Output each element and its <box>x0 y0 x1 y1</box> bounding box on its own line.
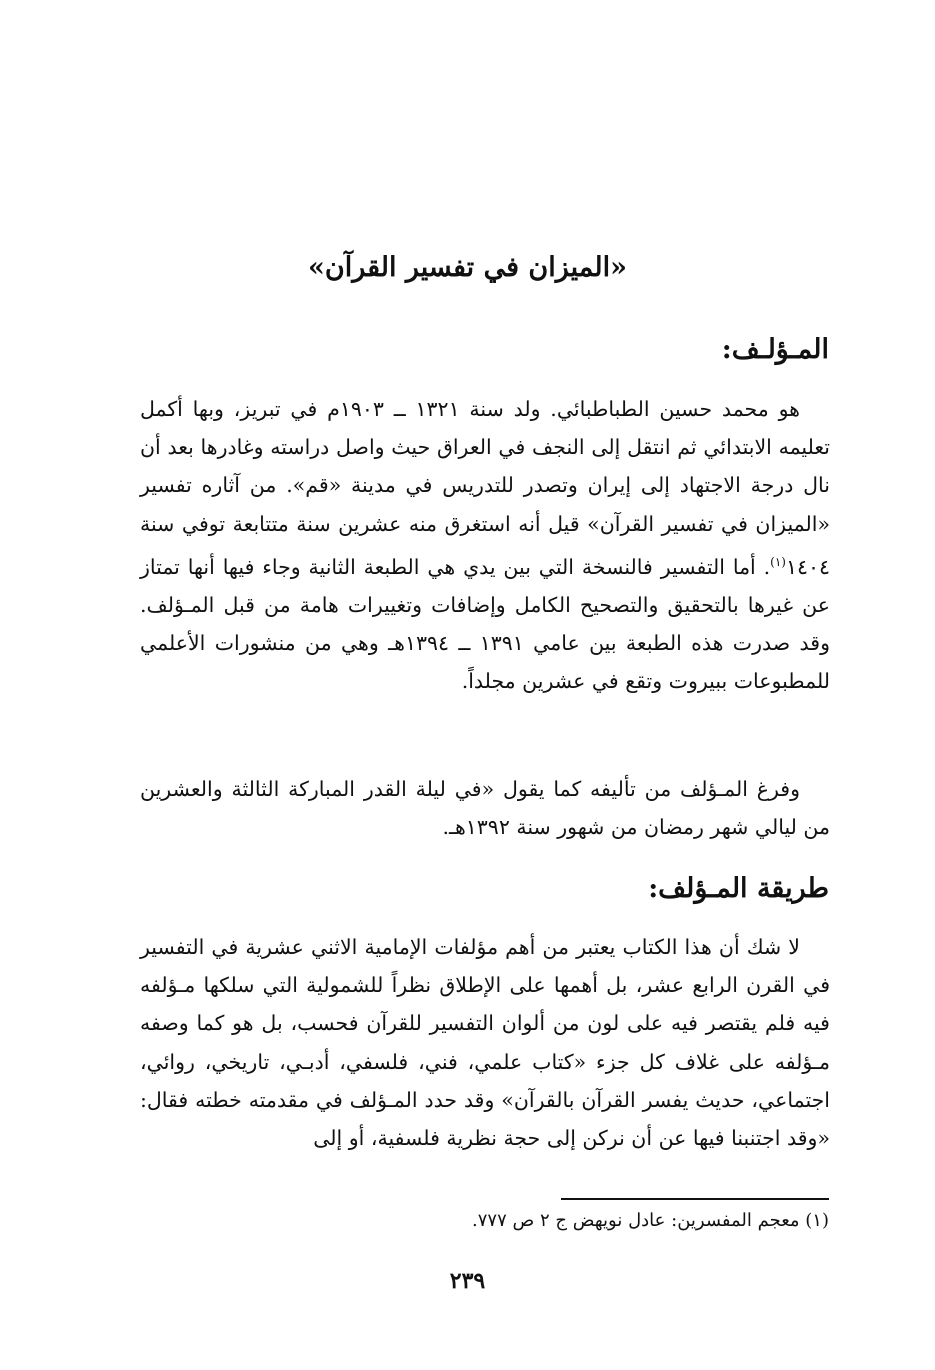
completion-paragraph-text: وفرغ المـؤلف من تأليفه كما يقول «في ليلة القدر المباركة الثالثة والعشرين من ليالي شهر رمضان من شهور سنة ١٣٩٢هـ. <box>140 777 830 840</box>
author-paragraph-text-cont: . أما التفسير فالنسخة التي بين يدي هي الطبعة الثانية وجاء فيها أنها تمتاز عن غيرها بالتحقيق والتصحيح الكامل وإضافات وتغييرات هامة من قبل المـؤلف. وقد صدرت هذه الطبعة بين عامي ١٣٩١ ــ ١٣٩٤هـ وهي من منشورات الأعلمي للمطبوعات ببيروت وتقع في عشرين مجلداً. <box>140 554 830 694</box>
page-number: ٢٣٩ <box>449 1268 486 1294</box>
section-heading-author: المـؤلـف: <box>721 334 829 365</box>
author-paragraph-text: هو محمد حسين الطباطبائي. ولد سنة ١٣٢١ ــ ١٩٠٣م في تبريز، وبها أكمل تعليمه الابتدائي ثم انتقل إلى النجف في العراق حيث واصل دراسته وغادرها بعد أن نال درجة الاجتهاد إلى إيران وتصدر للتدريس في مدينة «قم». من آثاره تفسير «الميزان في تفسير القرآن» قيل أنه استغرق منه عشرين سنة متتابعة توفي سنة ١٤٠٤ <box>140 397 830 579</box>
completion-paragraph <box>140 770 830 846</box>
section-heading-method: طريقة المـؤلف: <box>648 873 829 904</box>
footnote: (١) معجم المفسرين: عادل نويهض ج ٢ ص ٧٧٧. <box>472 1210 829 1231</box>
method-paragraph-text: لا شك أن هذا الكتاب يعتبر من أهم مؤلفات الإمامية الاثني عشرية في التفسير في القرن الرابع عشر، بل أهمها على الإطلاق نظراً للشمولية التي سلكها مـؤلفه فيه فلم يقتصر فيه على لون من ألوان التفسير للقرآن فحسب، بل هو كما وصفه مـؤلفه على غلاف كل جزء «كتاب علمي، فني، فلسفي، أدبـي، تاريخي، روائي، اجتماعي، حديث يفسر القرآن بالقرآن» وقد حدد المـؤلف في مقدمته خطته فقال: «وقد اجتنبنا فيها عن أن نركن إلى حجة نظرية فلسفية، أو إلى <box>140 935 830 1151</box>
footnote-marker: (١) <box>770 554 786 569</box>
page-title: «الميزان في تفسير القرآن» <box>308 252 627 283</box>
footnote-divider <box>561 1198 829 1200</box>
method-paragraph <box>140 928 830 1157</box>
author-paragraph <box>140 390 830 700</box>
